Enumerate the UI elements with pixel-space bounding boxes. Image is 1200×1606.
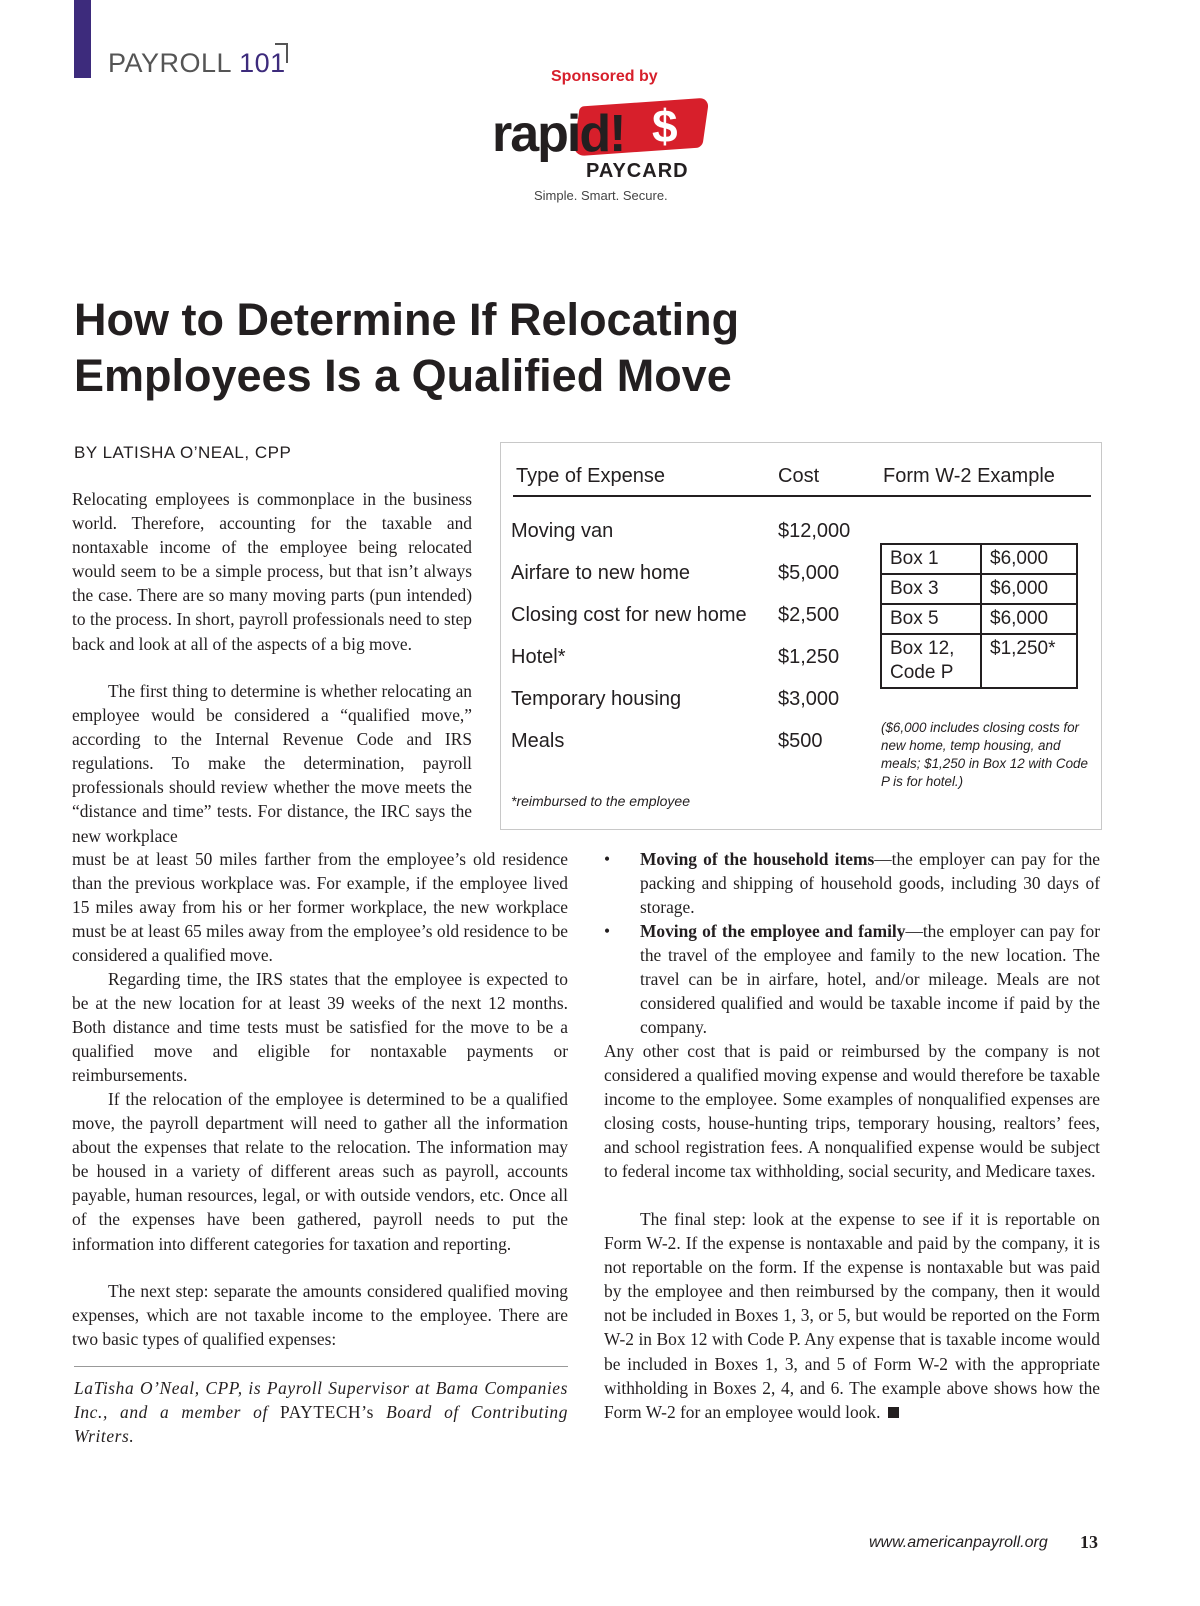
title-line-1: How to Determine If Relocating — [74, 294, 740, 345]
paragraph-4: If the relocation of the employee is determined to be a qualified move, the payroll department will need to gather all the information about the expenses that relate to the relocation. The information may be housed in a variety of different areas such as payroll, accounts payable, human resources, legal, or with outside vendors, etc. Once all of the expenses have been gathered, payroll needs to put the information into different categories for taxation and reporting. — [72, 1089, 568, 1254]
table-footnote: *reimbursed to the employee — [511, 793, 690, 809]
author-divider — [74, 1366, 568, 1367]
w2-box-label: Box 3 — [881, 574, 981, 604]
paragraph-5: The next step: separate the amounts considered qualified moving expenses, which are not taxable income to the employee. There are two basic types of qualified expenses: — [72, 1281, 568, 1350]
expense-type: Meals — [511, 730, 565, 752]
footer-url: www.americanpayroll.org — [869, 1534, 1048, 1551]
bullet-heading: Moving of the household items — [640, 849, 875, 869]
bullet-heading: Moving of the employee and family — [640, 921, 906, 941]
expense-type: Temporary housing — [511, 688, 682, 710]
bullet-text: —the employer can pay for the packing and shipping of household goods, including 30 days of storage. — [640, 849, 1100, 918]
paragraph-1: Relocating employees is commonplace in the business world. Therefore, accounting for the taxable and nontaxable income of the employee being relocated would seem to be a simple process, but that isn’t always the case. There are so many moving parts (pun intended) to the process. In short, payroll professionals need to step back and look at all of the aspects of a big move. — [72, 489, 472, 654]
logo-dollar-icon: $ — [652, 100, 678, 152]
header-cost: Cost — [778, 465, 820, 487]
expense-type: Hotel* — [511, 646, 566, 668]
w2-row — [881, 544, 1077, 574]
expense-type: Airfare to new home — [511, 562, 690, 584]
expense-type: Closing cost for new home — [511, 604, 747, 626]
paragraph-3: Regarding time, the IRS states that the employee is expected to be at the new location for at least 39 weeks of the next 12 months. Both distance and time tests must be satisfied for the move to be a qualified move and eligible for nontaxable payments or reimbursements. — [72, 969, 568, 1086]
paragraph-6: Any other cost that is paid or reimbursed by the company is not considered a qualified moving expense and would therefore be taxable income to the employee. Some examples of nonqualified expenses are closing costs, house-hunting trips, temporary housing, realtors’ fees, and school registration fees. A nonqualified expense would be subject to federal income tax withholding, social security, and Medicare taxes. — [604, 1041, 1100, 1182]
expense-table-box — [500, 442, 1102, 830]
header-type: Type of Expense — [516, 465, 665, 487]
author-note: LaTisha O’Neal, CPP, is Payroll Supervisor at Bama Companies Inc., and a member of PAYTECH’s Board of Contributing Writers. — [74, 1378, 568, 1447]
w2-box-amount: $6,000 — [981, 544, 1077, 574]
logo-paycard: PAYCARD — [586, 160, 689, 182]
corner-mark — [275, 43, 288, 63]
bullet-dot-icon: • — [604, 921, 611, 941]
expense-cost: $2,500 — [778, 604, 840, 626]
w2-box-amount: $1,250* — [981, 634, 1077, 688]
w2-box-label: Box 1 — [881, 544, 981, 574]
w2-box-amount: $6,000 — [981, 604, 1077, 634]
w2-row — [881, 604, 1077, 634]
bullet-household — [604, 847, 1100, 919]
expense-cost: $12,000 — [778, 520, 851, 542]
end-mark-icon — [888, 1407, 899, 1418]
w2-row — [881, 634, 1077, 688]
expense-cost: $3,000 — [778, 688, 840, 710]
title-line-2: Employees Is a Qualified Move — [74, 350, 732, 401]
section-number: 101 — [239, 48, 286, 78]
bullet-dot-icon: • — [604, 849, 611, 869]
paragraph-2a: The first thing to determine is whether relocating an employee would be considered a “qualified move,” according to the Internal Revenue Code and IRS regulations. To make the determination, payroll professionals should review whether the move meets the “distance and time” tests. For distance, the IRC says the new workplace — [72, 681, 472, 846]
w2-box-label: Box 12, Code P — [881, 634, 981, 688]
expense-type: Moving van — [511, 520, 614, 542]
logo-tagline: Simple. Smart. Secure. — [534, 188, 668, 203]
paragraph-7: The final step: look at the expense to see if it is reportable on Form W-2. If the expense is nontaxable and paid by the company, it is not reportable on the form. If the expense is nontaxable but was paid by the employee and then reimbursed by the company, then it would not be included in Boxes 1, 3, or 5, but would be reported on the Form W-2 in Box 12 with Code P. Any expense that is taxable income would be included in Boxes 1, 3, and 5 of Form W-2 with the appropriate withholding in Boxes 2, 4, and 6. The example above shows how the Form W-2 for an employee would look. — [604, 1209, 1100, 1422]
header-w2: Form W-2 Example — [883, 465, 1055, 487]
expense-cost: $5,000 — [778, 562, 840, 584]
w2-box-amount: $6,000 — [981, 574, 1077, 604]
header-rule — [513, 495, 1091, 497]
expense-cost: $1,250 — [778, 646, 840, 668]
w2-row — [881, 574, 1077, 604]
section-color-bar — [74, 0, 91, 78]
w2-note: ($6,000 includes closing costs for new home, temp housing, and meals; $1,250 in Box 12 with Code P is for hotel.) — [881, 720, 1088, 789]
byline: BY LATISHA O’NEAL, CPP — [74, 443, 292, 462]
sponsored-by: Sponsored by — [551, 68, 658, 85]
expense-cost: $500 — [778, 730, 823, 752]
logo-wordmark: rapid! — [492, 105, 625, 163]
bullet-family — [604, 919, 1100, 1039]
page-number: 13 — [1080, 1532, 1098, 1552]
bullet-text: —the employer can pay for the travel of the employee and family to the new location. The travel can be in airfare, hotel, and/or mileage. Meals are not considered qualified and would be taxable income if paid by the company. — [640, 921, 1100, 1038]
w2-box-label: Box 5 — [881, 604, 981, 634]
w2-example-table — [880, 543, 1078, 689]
article-title — [74, 292, 834, 404]
section-label: PAYROLL 101 — [108, 48, 286, 78]
paragraph-2b: must be at least 50 miles farther from the employee’s old residence than the previous workplace was. For example, if the employee lived 15 miles away from his or her former workplace, the new workplace must be at least 65 miles away from the employee’s old residence to be considered a qualified move. — [72, 849, 568, 966]
sponsor-logo — [492, 98, 708, 206]
